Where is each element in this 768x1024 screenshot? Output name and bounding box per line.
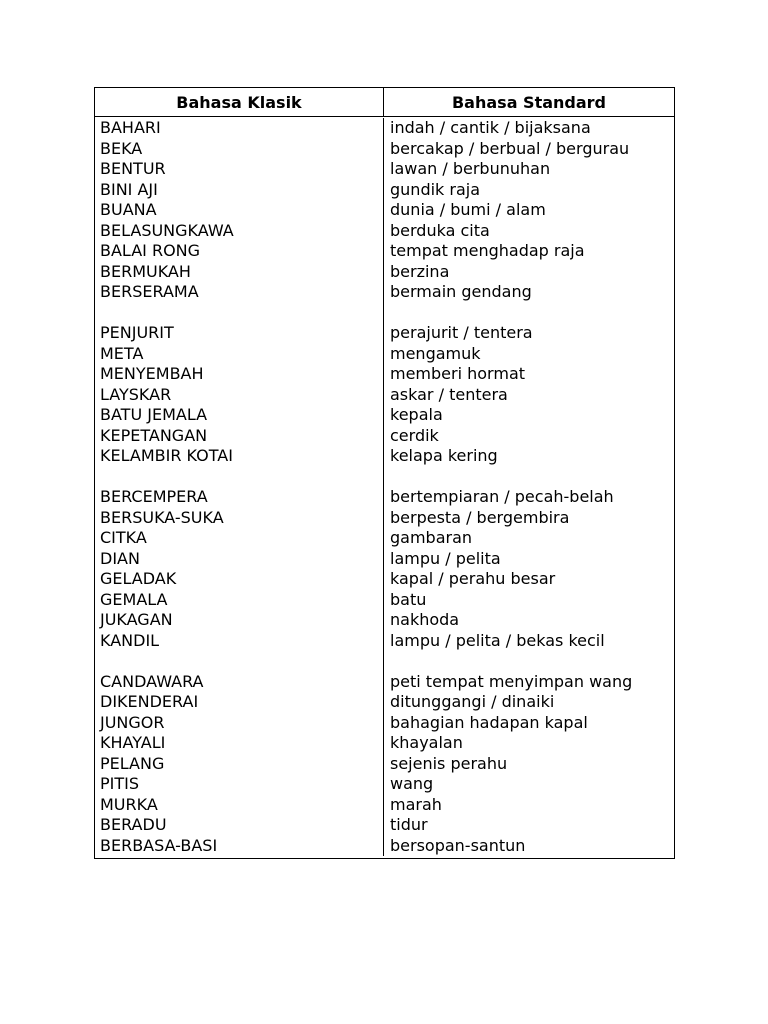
klasik-term: BAHARI (100, 118, 161, 137)
klasik-term: BERADU (100, 815, 167, 834)
klasik-term: BELASUNGKAWA (100, 220, 234, 240)
standard-meaning: kelapa kering (390, 446, 498, 465)
column-bahasa-klasik (95, 118, 384, 856)
standard-meaning: lampu / pelita (390, 548, 501, 568)
klasik-term: LAYSKAR (100, 384, 172, 404)
vocabulary-table (94, 87, 675, 859)
standard-meaning: bercakap / berbual / bergurau (390, 138, 630, 158)
standard-meaning: sejenis perahu (390, 753, 508, 773)
klasik-term: GELADAK (100, 569, 177, 588)
standard-meaning: bahagian hadapan kapal (390, 712, 588, 732)
klasik-term: KEPETANGAN (100, 425, 208, 445)
standard-meaning: mengamuk (390, 343, 481, 363)
standard-meaning: marah (390, 794, 442, 814)
standard-meaning: wang (390, 774, 434, 793)
standard-meaning: kepala (390, 405, 443, 424)
klasik-term: CITKA (100, 528, 147, 547)
klasik-term: BERBASA-BASI (100, 835, 218, 855)
standard-meaning: dunia / bumi / alam (390, 200, 546, 219)
klasik-term: BERMUKAH (100, 261, 191, 281)
standard-meaning: kapal / perahu besar (390, 569, 556, 588)
klasik-term: GEMALA (100, 589, 168, 609)
klasik-term: DIKENDERAI (100, 692, 199, 711)
standard-meaning: tempat menghadap raja (390, 241, 585, 260)
klasik-term: BUANA (100, 200, 157, 219)
standard-meaning: batu (390, 589, 427, 609)
standard-meaning: memberi hormat (390, 364, 526, 383)
klasik-term: PELANG (100, 753, 165, 773)
standard-meaning: khayalan (390, 733, 463, 752)
standard-meaning: ditunggangi / dinaiki (390, 692, 555, 711)
klasik-term: BERCEMPERA (100, 487, 208, 506)
table-header (95, 88, 674, 117)
header-bahasa-klasik: Bahasa Klasik (95, 88, 384, 116)
standard-meaning: bermain gendang (390, 282, 532, 301)
standard-meaning: askar / tentera (390, 384, 508, 404)
standard-meaning: bertempiaran / pecah-belah (390, 487, 614, 506)
standard-meaning: gundik raja (390, 179, 481, 199)
klasik-term: BALAI RONG (100, 241, 201, 260)
klasik-term: BENTUR (100, 159, 166, 178)
klasik-term: CANDAWARA (100, 671, 204, 691)
klasik-term: MENYEMBAH (100, 364, 204, 383)
standard-meaning: indah / cantik / bijaksana (390, 118, 591, 137)
klasik-term: KELAMBIR KOTAI (100, 446, 233, 465)
klasik-term: BERSUKA-SUKA (100, 507, 224, 527)
klasik-term: BINI AJI (100, 179, 158, 199)
klasik-term: JUKAGAN (100, 610, 173, 629)
standard-meaning: tidur (390, 815, 428, 834)
standard-meaning: berpesta / bergembira (390, 507, 570, 527)
klasik-term: DIAN (100, 548, 140, 568)
standard-meaning: nakhoda (390, 610, 460, 629)
standard-meaning: gambaran (390, 528, 473, 547)
klasik-term: KHAYALI (100, 733, 166, 752)
standard-meaning: bersopan-santun (390, 835, 526, 855)
klasik-term: BATU JEMALA (100, 405, 208, 424)
klasik-term: META (100, 343, 144, 363)
table-body (95, 117, 674, 858)
klasik-term: KANDIL (100, 630, 160, 650)
klasik-term: MURKA (100, 794, 158, 814)
klasik-term: BERSERAMA (100, 282, 199, 301)
standard-meaning: perajurit / tentera (390, 323, 533, 342)
standard-meaning: peti tempat menyimpan wang (390, 671, 633, 691)
klasik-term: PENJURIT (100, 323, 174, 342)
header-bahasa-standard: Bahasa Standard (451, 92, 607, 112)
klasik-term: PITIS (100, 774, 140, 793)
standard-meaning: berduka cita (390, 220, 490, 240)
klasik-term: JUNGOR (100, 712, 165, 732)
standard-meaning: berzina (390, 261, 450, 281)
column-bahasa-standard (384, 118, 674, 856)
standard-meaning: cerdik (390, 425, 439, 445)
klasik-term: BEKA (100, 138, 143, 158)
standard-meaning: lampu / pelita / bekas kecil (390, 630, 605, 650)
standard-meaning: lawan / berbunuhan (390, 159, 551, 178)
